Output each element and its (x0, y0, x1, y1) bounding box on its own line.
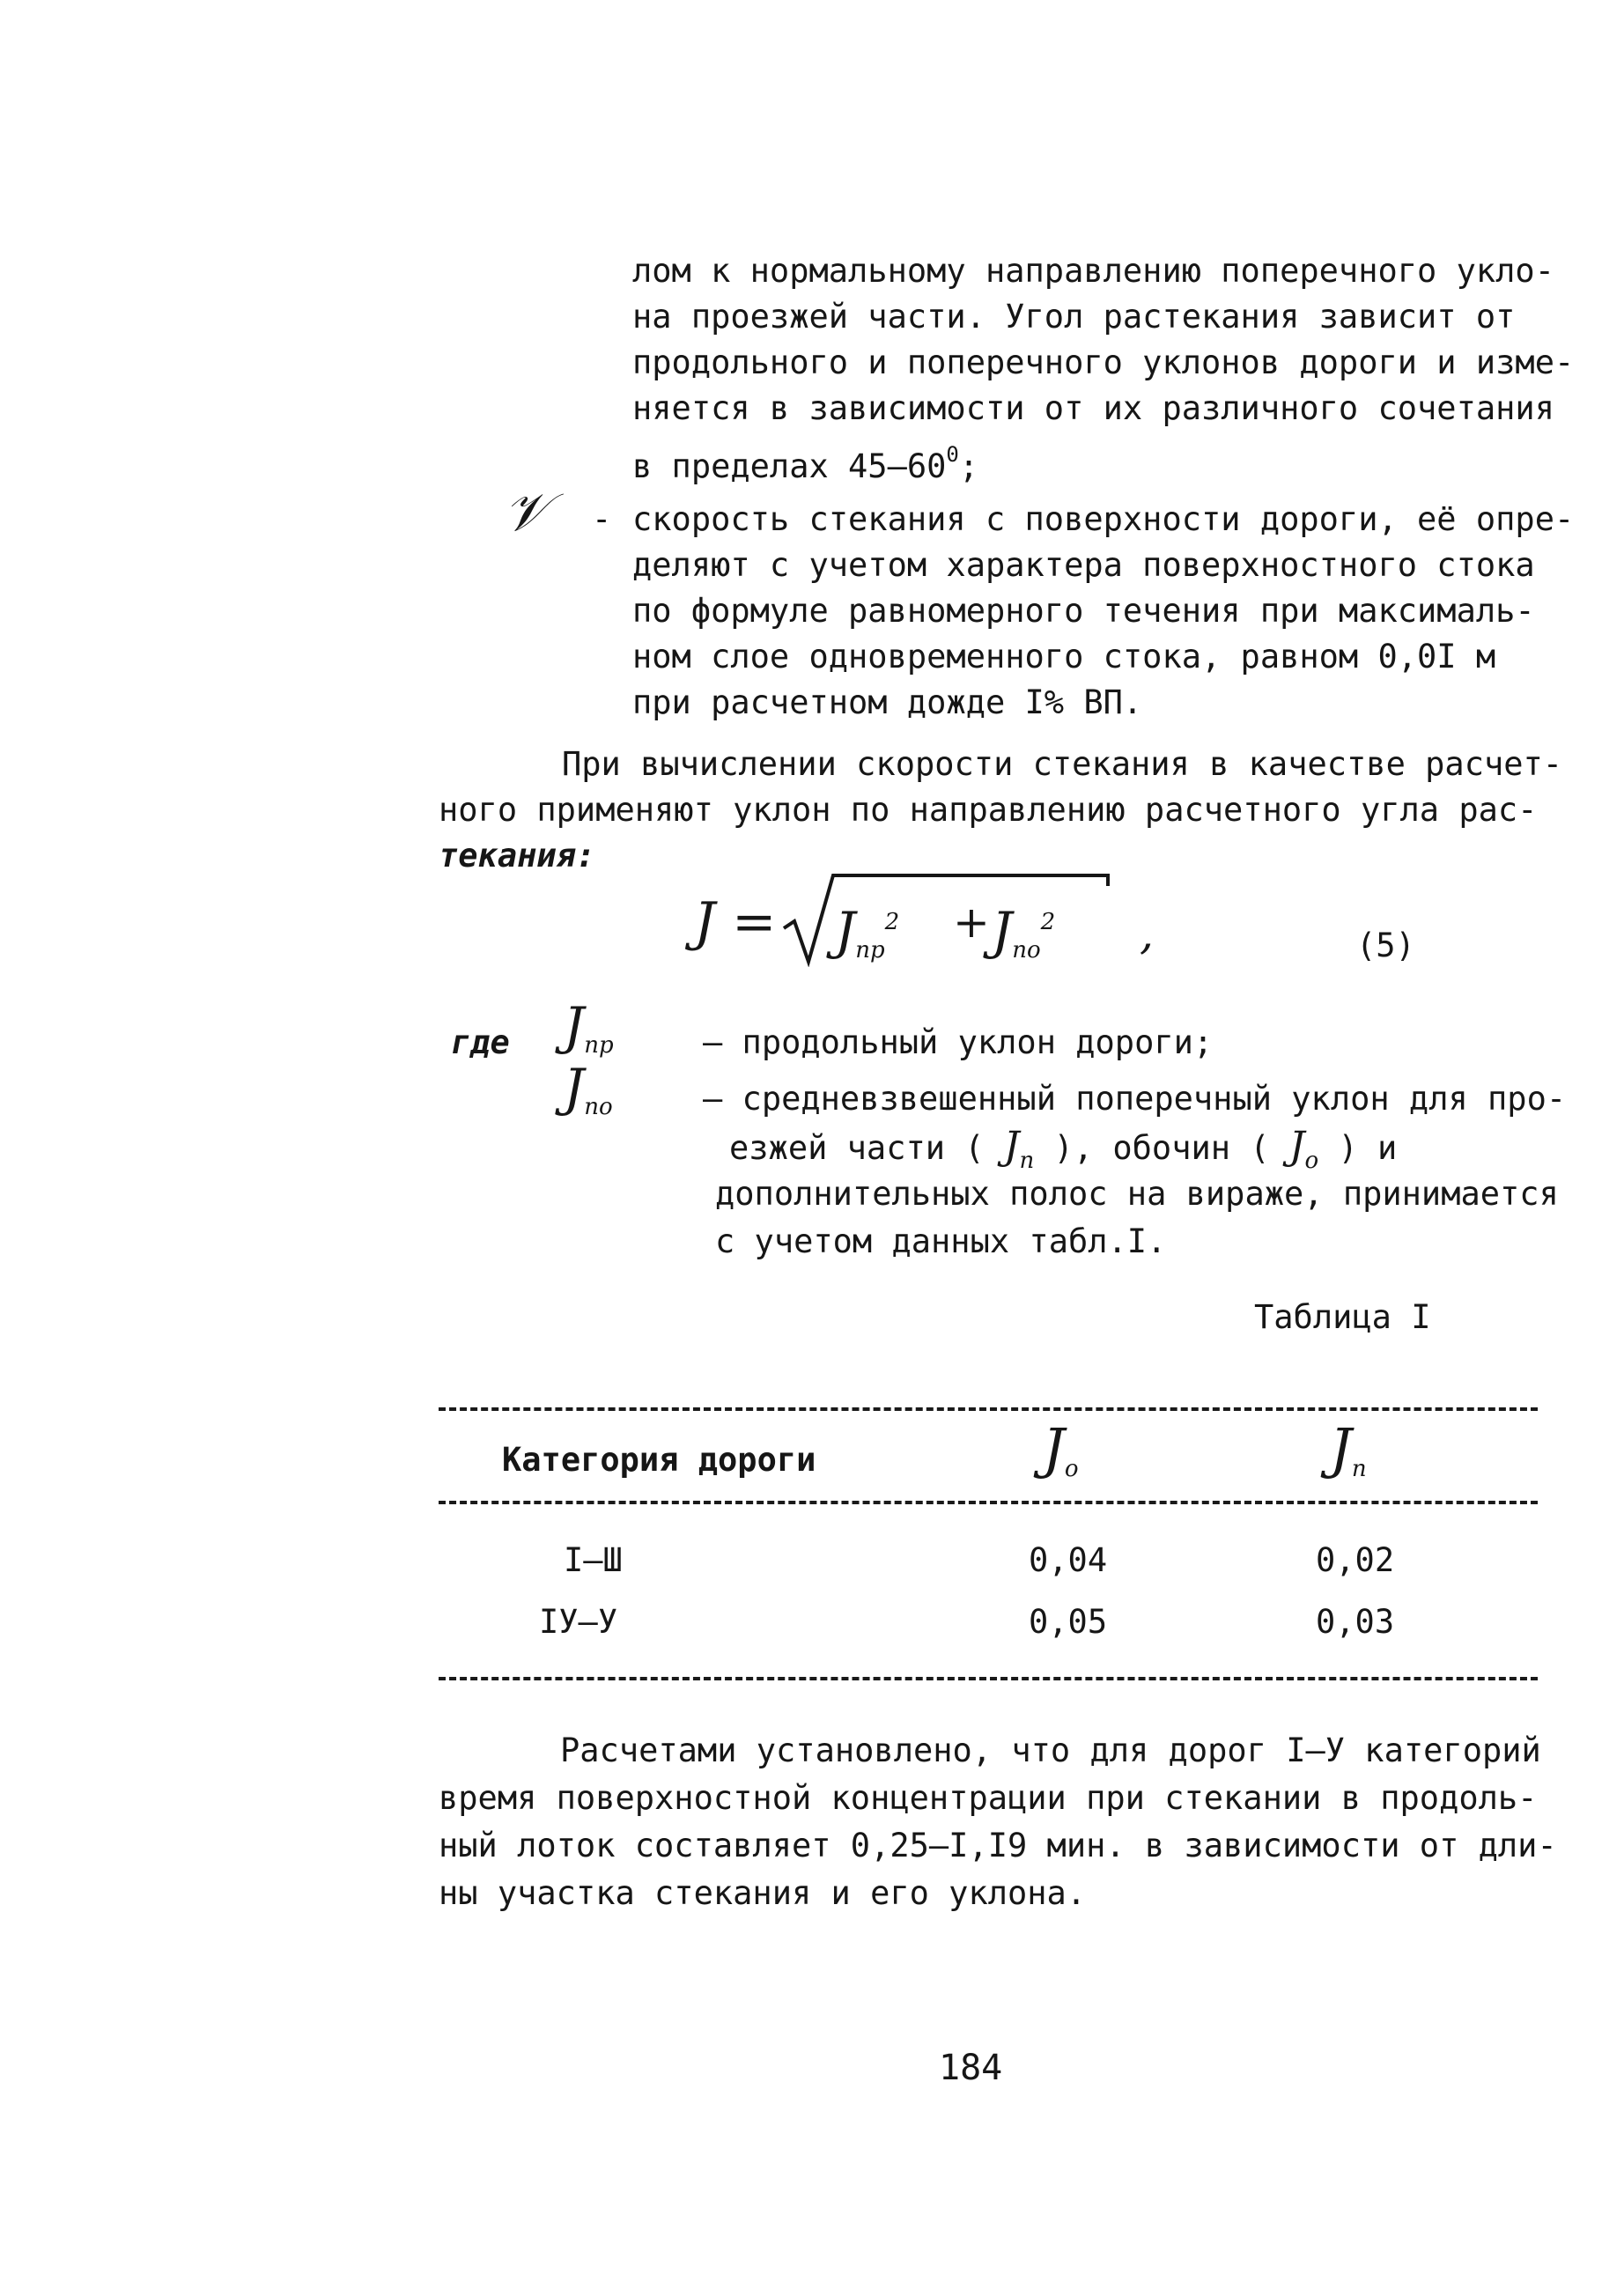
table-top-rule (439, 1407, 1538, 1411)
definition-dash: - (592, 500, 612, 538)
formula-lhs: J = (694, 891, 777, 953)
table-cell-value: 0,05 (1029, 1603, 1108, 1641)
subscript: пр (855, 937, 885, 963)
slope-symbol-carriageway (1003, 1124, 1035, 1174)
slope-symbol-shoulder (1288, 1124, 1319, 1174)
column-header-shoulder-slope (1043, 1418, 1079, 1500)
equation-number: (5) (1356, 927, 1415, 964)
plus-sign: + (953, 897, 990, 948)
column-header-category: Категория дороги (502, 1441, 816, 1479)
table-cell-value: 0,03 (1316, 1603, 1395, 1641)
slope-symbol: J (1330, 1416, 1352, 1480)
formula-term (835, 891, 899, 981)
slope-symbol: J (1288, 1124, 1305, 1169)
text-fragment: езжей части ( (729, 1129, 985, 1167)
text-fragment: ), обочин ( (1053, 1129, 1270, 1167)
subscript: п (1019, 1148, 1035, 1174)
table-cell-category: IУ–У (539, 1603, 618, 1641)
table-header-rule (439, 1501, 1538, 1504)
text-line: время поверхностной концентрации при стекании в продоль- (439, 1779, 1538, 1817)
text-line: Расчетами установлено, что для дорог I–У категорий (560, 1731, 1541, 1769)
subscript: пр (584, 1032, 614, 1059)
subscript: по (1012, 937, 1041, 963)
formula-comma: , (1140, 908, 1154, 959)
text-line: продольного и поперечного уклонов дороги и изме- (632, 343, 1575, 381)
slope-symbol: J (1043, 1416, 1065, 1480)
slope-symbol: J (835, 901, 856, 961)
degree-superscript: 0 (946, 442, 959, 467)
subscript: п (1351, 1456, 1367, 1482)
text-line: – продольный уклон дороги; (703, 1023, 1214, 1061)
text-fragment: в пределах 45–60 (632, 447, 947, 485)
superscript: 2 (884, 909, 900, 935)
text-line: при расчетном дожде I% ВП. (632, 683, 1143, 721)
text-line: текания: (439, 837, 596, 875)
text-line: скорость стекания с поверхности дороги, её опре- (632, 500, 1575, 538)
text-fragment: ; (958, 447, 979, 485)
slope-symbol-transverse (564, 1057, 613, 1138)
table-cell-value: 0,02 (1316, 1541, 1395, 1579)
text-line: При вычислении скорости стекания в качестве расчет- (562, 745, 1563, 783)
text-line: ны участка стекания и его уклона. (439, 1874, 1087, 1912)
text-line: ном слое одновременного стока, равном 0,0I м (632, 638, 1496, 676)
table-caption: Таблица I (1254, 1298, 1431, 1336)
formula-term (992, 891, 1055, 981)
superscript: 2 (1040, 909, 1056, 935)
table-cell-value: 0,04 (1029, 1541, 1108, 1579)
subscript: о (1064, 1456, 1079, 1482)
table-cell-category: I–Ш (564, 1541, 623, 1579)
slope-symbol: J (564, 1058, 585, 1118)
subscript: о (1304, 1148, 1319, 1174)
text-line: ного применяют уклон по направлению расчетного угла рас- (439, 791, 1538, 829)
slope-symbol: J (992, 901, 1013, 961)
text-fragment: ) и (1338, 1129, 1398, 1167)
text-line: дополнительных полос на вираже, принимается (715, 1175, 1559, 1213)
text-line: ный лоток составляет 0,25–I,I9 мин. в зависимости от дли- (439, 1827, 1557, 1864)
text-line: лом к нормальному направлению поперечного укло- (632, 252, 1554, 290)
subscript: по (584, 1094, 613, 1120)
text-line: по формуле равномерного течения при максималь- (632, 592, 1535, 630)
velocity-symbol: 𝒱 (504, 482, 548, 543)
text-line: – средневзвешенный поперечный уклон для про- (703, 1080, 1567, 1118)
column-header-carriageway-slope (1330, 1418, 1367, 1500)
text-line: с учетом данных табл.I. (715, 1222, 1167, 1260)
text-line: няется в зависимости от их различного сочетания (632, 389, 1554, 427)
text-line: деляют с учетом характера поверхностного стока (632, 546, 1535, 584)
table-bottom-rule (439, 1677, 1538, 1680)
page-number: 184 (939, 2048, 1003, 2088)
text-line: на проезжей части. Угол растекания зависит от (632, 298, 1516, 336)
slope-symbol: J (564, 996, 585, 1056)
slope-symbol: J (1003, 1124, 1020, 1169)
radical-sign-icon (782, 870, 1111, 967)
where-label: где (451, 1023, 510, 1061)
text-line (632, 432, 978, 490)
